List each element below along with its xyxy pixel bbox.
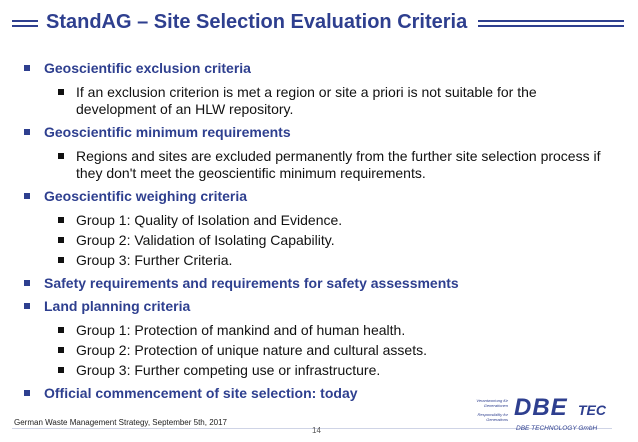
sub-bullet-text: Group 1: Quality of Isolation and Evidence. [76,212,343,228]
section-heading [20,124,620,141]
dbe-tec-logo [476,392,628,438]
logo-mark: DBE [514,394,568,421]
bullet-list [20,60,620,402]
sub-bullet-text: Group 1: Protection of mankind and of human health. [76,322,406,338]
sub-bullet [20,148,620,182]
logo-company-name: DBE TECHNOLOGY GmbH [516,425,598,432]
sub-bullet [20,322,620,339]
sub-bullet [20,342,620,359]
sub-bullet [20,232,620,249]
sub-bullet [20,252,620,269]
section-heading-text: Geoscientific exclusion criteria [44,60,251,76]
sub-bullet-text: Group 2: Protection of unique nature and cultural assets. [76,342,427,358]
section-heading-text: Safety requirements and requirements for safety assessments [44,275,459,291]
sub-bullet [20,84,620,118]
section-heading-text: Geoscientific weighing criteria [44,188,248,204]
section-heading-text: Land planning criteria [44,298,191,314]
sub-bullet-text: Group 3: Further competing use or infrastructure. [76,362,381,378]
title-decoration-right [478,20,624,22]
square-bullet-icon [58,89,64,95]
logo-tagline: Responsibility for Generations [477,412,508,422]
square-bullet-icon [24,303,30,309]
square-bullet-icon [58,367,64,373]
square-bullet-icon [24,65,30,71]
section-heading [20,298,620,315]
title-row [12,8,626,36]
square-bullet-icon [58,153,64,159]
sub-bullet-text: Regions and sites are excluded permanently from the further site selection process if they don't meet the geoscientific minimum requirements. [76,148,601,181]
square-bullet-icon [58,217,64,223]
logo-tagline: Verantwortung für Generationen [476,398,508,408]
logo-tec: TEC [578,402,606,418]
page-number: 14 [312,426,321,435]
square-bullet-icon [24,280,30,286]
title-decoration-left [12,20,38,22]
square-bullet-icon [24,129,30,135]
section-heading-text: Official commencement of site selection: today [44,385,358,401]
sub-bullet-text: Group 2: Validation of Isolating Capability. [76,232,335,248]
square-bullet-icon [58,347,64,353]
sub-bullet-text: Group 3: Further Criteria. [76,252,233,268]
sub-bullet-text: If an exclusion criterion is met a region or site a priori is not suitable for the development of an HLW repository. [76,84,537,117]
square-bullet-icon [58,237,64,243]
section-heading-text: Geoscientific minimum requirements [44,124,291,140]
footer-text: German Waste Management Strategy, September 5th, 2017 [14,418,227,427]
square-bullet-icon [24,390,30,396]
square-bullet-icon [58,327,64,333]
section-heading [20,188,620,205]
slide-title: StandAG – Site Selection Evaluation Criteria [46,11,468,33]
section-heading [20,60,620,77]
square-bullet-icon [58,257,64,263]
sub-bullet [20,362,620,379]
sub-bullet [20,212,620,229]
section-heading [20,275,620,292]
square-bullet-icon [24,193,30,199]
